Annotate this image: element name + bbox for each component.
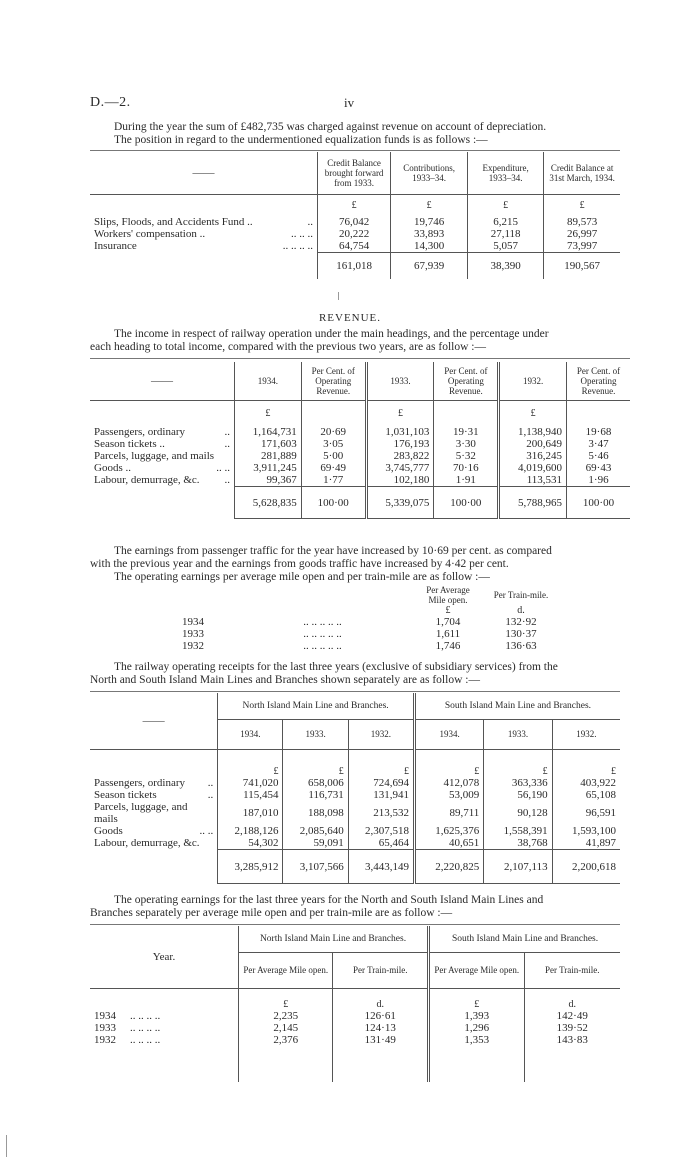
unit-label: £ (552, 749, 620, 777)
funds-header: Credit Balance brought forward from 1933. (317, 152, 390, 194)
funds-top-rule (90, 150, 620, 151)
row-label: Insurance (94, 240, 137, 253)
south-island-title: South Island Main Line and Branches. (429, 926, 620, 952)
table-row (90, 837, 620, 850)
row-label: Parcels, luggage, and mails (94, 450, 215, 462)
cell-value: 70·16 (434, 462, 499, 474)
cell-value: 1·91 (434, 474, 499, 487)
total-value: 3,107,566 (283, 850, 348, 884)
revenue-header-row (90, 362, 630, 400)
cell-value: 1·77 (301, 474, 366, 487)
leader-dots: .. .. .. .. (282, 240, 313, 253)
total-value: 100·00 (567, 487, 630, 519)
cell-value: 1,164,731 (235, 426, 302, 438)
year-header: 1932. (552, 719, 620, 749)
row-label: Slips, Floods, and Accidents Fund .. (94, 216, 253, 228)
cell-value: 724,694 (348, 777, 414, 789)
leader-dots: .. .. .. .. (130, 1010, 161, 1022)
revenue-header: 1932. (499, 362, 567, 400)
cell-value: 187,010 (218, 801, 283, 825)
cell-value: 4,019,600 (499, 462, 567, 474)
leader-dots: .. (224, 474, 231, 487)
unit-label: £ (218, 749, 283, 777)
sub-header: Per Average Mile open. (429, 952, 524, 988)
section-title-revenue: REVENUE. (318, 312, 382, 324)
cell-value: 132·92 (505, 616, 537, 628)
cell-value: 741,020 (218, 777, 283, 789)
receipts-line-2: North and South Island Main Lines and Branches shown separately are as follow :— (90, 674, 480, 686)
table-row (90, 438, 630, 450)
row-year: 1934 (94, 1010, 116, 1022)
funds-header: Contributions, 1933–34. (391, 152, 468, 194)
total-value: 67,939 (391, 253, 468, 279)
table-row (90, 228, 620, 240)
earnings-line-1: The earnings from passenger traffic for the year have increased by 10·69 per cent. as compared (114, 545, 552, 557)
year-header: 1934. (414, 719, 483, 749)
cell-value: 73,997 (544, 240, 620, 253)
leader-dots: .. (224, 426, 231, 438)
cell-value: 19·31 (434, 426, 499, 438)
north-island-title: North Island Main Line and Branches. (239, 926, 429, 952)
revenue-intro-line-1: The income in respect of railway operation under the main headings, and the percentage under (114, 328, 549, 340)
revenue-table (90, 362, 630, 519)
cell-value: 213,532 (348, 801, 414, 825)
south-island-title: South Island Main Line and Branches. (414, 693, 620, 719)
row-label: Passengers, ordinary (94, 426, 186, 438)
table-row (178, 616, 560, 628)
total-value: 5,628,835 (235, 487, 302, 519)
cell-value: 14,300 (391, 240, 468, 253)
revenue-top-rule (90, 358, 630, 359)
row-label: Labour, demurrage, &c. (94, 474, 200, 487)
cell-value: 1,353 (429, 1034, 524, 1046)
table-row (90, 216, 620, 228)
row-label: Labour, demurrage, &c. (94, 837, 200, 850)
unit-label: £ (391, 194, 468, 216)
table-row (90, 777, 620, 789)
cell-value: 2,188,126 (218, 825, 283, 837)
sub-header: Per Train-mile. (524, 952, 620, 988)
unit-label: £ (484, 749, 552, 777)
revenue-header: Per Cent. of Operating Revenue. (301, 362, 366, 400)
cell-value: 1,138,940 (499, 426, 567, 438)
revenue-intro-line-2: each heading to total income, compared with the previous two years, are as follow :— (90, 341, 486, 353)
per-mile-header: Per Train-mile. (493, 590, 549, 600)
cell-value: 5,057 (468, 240, 544, 253)
cell-value: 2,145 (239, 1022, 333, 1034)
cell-value: 124·13 (333, 1022, 429, 1034)
cell-value: 131·49 (333, 1034, 429, 1046)
year-column-header: Year. (152, 950, 176, 963)
table-row (178, 640, 560, 652)
cell-value: 1,704 (435, 616, 461, 628)
totals-row (90, 253, 620, 279)
total-value: 3,285,912 (218, 850, 283, 884)
revenue-corner: —— (151, 374, 174, 387)
row-label: Season tickets (94, 789, 157, 801)
revenue-header: 1933. (366, 362, 434, 400)
cell-value: 1,593,100 (552, 825, 620, 837)
operating-line-1: The operating earnings for the last three years for the North and South Island Main Lines and (114, 894, 544, 906)
funds-corner: —— (192, 166, 215, 179)
cell-value: 283,822 (366, 450, 434, 462)
total-value: 2,107,113 (484, 850, 552, 884)
cell-value: 2,085,640 (283, 825, 348, 837)
island-mile-table (90, 926, 620, 1082)
funds-header: Expenditure, 1933–34. (468, 152, 544, 194)
cell-value: 139·52 (524, 1022, 620, 1034)
cell-value: 3,911,245 (235, 462, 302, 474)
per-mile-table (178, 585, 560, 652)
row-label: Season tickets .. (94, 438, 165, 450)
leader-dots: .. .. .. (290, 228, 313, 240)
unit-label: £ (239, 988, 333, 1010)
revenue-unit-row (90, 400, 630, 426)
table-row (90, 1010, 620, 1022)
year-header: 1933. (484, 719, 552, 749)
row-year: 1932 (182, 640, 204, 652)
cell-value: 1,558,391 (484, 825, 552, 837)
total-value: 5,788,965 (499, 487, 567, 519)
cell-value: 1·96 (567, 474, 630, 487)
earnings-line-3: The operating earnings per average mile open and per train-mile are as follow :— (114, 571, 490, 583)
row-label: Goods .. (94, 462, 131, 474)
table-row (90, 240, 620, 253)
total-value: 38,390 (468, 253, 544, 279)
cell-value: 20·69 (301, 426, 366, 438)
cell-value: 54,302 (218, 837, 283, 850)
unit-label: £ (429, 988, 524, 1010)
leader-dots: .. .. .. .. (130, 1034, 161, 1046)
row-label: Passengers, ordinary (94, 777, 186, 789)
cell-value: 56,190 (484, 789, 552, 801)
funds-unit-row (90, 194, 620, 216)
page-edge-mark (6, 1135, 7, 1157)
cell-value: 33,893 (391, 228, 468, 240)
total-value: 190,567 (544, 253, 620, 279)
islands-group-header-row (90, 693, 620, 719)
cell-value: 130·37 (505, 628, 537, 640)
leader-dots: .. (224, 438, 231, 450)
cell-value: 3·47 (567, 438, 630, 450)
year-header: 1934. (218, 719, 283, 749)
cell-value: 403,922 (552, 777, 620, 789)
receipts-line-1: The railway operating receipts for the last three years (exclusive of subsidiary services) from the (114, 661, 558, 673)
cell-value: 1,393 (429, 1010, 524, 1022)
cell-value: 5·32 (434, 450, 499, 462)
cell-value: 53,009 (414, 789, 483, 801)
island-mile-unit-row (90, 988, 620, 1010)
table-row (90, 462, 630, 474)
cell-value: 143·83 (524, 1034, 620, 1046)
leader-dots: .. (207, 777, 214, 789)
cell-value: 69·49 (301, 462, 366, 474)
cell-value: 2,235 (239, 1010, 333, 1022)
cell-value: 38,768 (484, 837, 552, 850)
unit-label: £ (499, 400, 567, 426)
table-row (90, 1022, 620, 1034)
unit-label: £ (283, 749, 348, 777)
total-value: 3,443,149 (348, 850, 414, 884)
cell-value: 3·05 (301, 438, 366, 450)
north-island-title: North Island Main Line and Branches. (218, 693, 415, 719)
cell-value: 176,193 (366, 438, 434, 450)
cell-value: 76,042 (317, 216, 390, 228)
leader-dots: .. .. .. .. .. (303, 628, 342, 640)
column-rule (338, 292, 339, 300)
leader-dots: .. .. (216, 462, 231, 474)
table-row (178, 628, 560, 640)
unit-label: d. (333, 988, 429, 1010)
unit-label: £ (317, 194, 390, 216)
cell-value: 188,098 (283, 801, 348, 825)
cell-value: 1,625,376 (414, 825, 483, 837)
unit-label: £ (445, 605, 451, 616)
cell-value: 136·63 (505, 640, 537, 652)
total-value: 2,200,618 (552, 850, 620, 884)
cell-value: 2,307,518 (348, 825, 414, 837)
unit-label: £ (468, 194, 544, 216)
per-mile-unit-row (178, 605, 560, 616)
cell-value: 26,997 (544, 228, 620, 240)
unit-label: d. (524, 988, 620, 1010)
year-header: 1933. (283, 719, 348, 749)
island-mile-group-row (90, 926, 620, 952)
total-value: 100·00 (434, 487, 499, 519)
table-row (90, 1034, 620, 1046)
cell-value: 3·30 (434, 438, 499, 450)
cell-value: 142·49 (524, 1010, 620, 1022)
sub-header: Per Average Mile open. (239, 952, 333, 988)
cell-value: 20,222 (317, 228, 390, 240)
cell-value: 99,367 (235, 474, 302, 487)
document-code: D.—2. (90, 95, 131, 110)
islands-top-rule (90, 691, 620, 692)
leader-dots: .. .. .. .. .. (303, 616, 342, 628)
unit-label: £ (544, 194, 620, 216)
revenue-header: 1934. (235, 362, 302, 400)
per-mile-header: Per Average Mile open. (426, 585, 470, 605)
earnings-line-2: with the previous year and the earnings from goods traffic have increased by 4·42 per cent. (90, 558, 509, 570)
cell-value: 115,454 (218, 789, 283, 801)
row-label: Goods (94, 825, 123, 837)
table-spacer-row (90, 1046, 620, 1082)
cell-value: 5·46 (567, 450, 630, 462)
cell-value: 65,108 (552, 789, 620, 801)
cell-value: 363,336 (484, 777, 552, 789)
cell-value: 89,573 (544, 216, 620, 228)
cell-value: 316,245 (499, 450, 567, 462)
cell-value: 1,031,103 (366, 426, 434, 438)
cell-value: 1,296 (429, 1022, 524, 1034)
cell-value: 126·61 (333, 1010, 429, 1022)
year-header: 1932. (348, 719, 414, 749)
island-mile-top-rule (90, 924, 620, 925)
islands-corner: —— (142, 714, 165, 727)
cell-value: 90,128 (484, 801, 552, 825)
table-row (90, 474, 630, 487)
unit-label: £ (348, 749, 414, 777)
islands-table (90, 693, 620, 884)
funds-header: Credit Balance at 31st March, 1934. (544, 152, 620, 194)
cell-value: 69·43 (567, 462, 630, 474)
cell-value: 171,603 (235, 438, 302, 450)
cell-value: 1,611 (435, 628, 461, 640)
cell-value: 19,746 (391, 216, 468, 228)
revenue-header: Per Cent. of Operating Revenue. (434, 362, 499, 400)
operating-line-2: Branches separately per average mile open and per train-mile are as follow :— (90, 907, 453, 919)
funds-header-row (90, 152, 620, 194)
cell-value: 412,078 (414, 777, 483, 789)
row-label: Parcels, luggage, and mails (94, 801, 188, 825)
cell-value: 200,649 (499, 438, 567, 450)
cell-value: 2,376 (239, 1034, 333, 1046)
total-value: 100·00 (301, 487, 366, 519)
cell-value: 19·68 (567, 426, 630, 438)
intro-line-2: The position in regard to the undermentioned equalization funds is as follows :— (114, 134, 488, 146)
unit-label: £ (235, 400, 302, 426)
cell-value: 6,215 (468, 216, 544, 228)
cell-value: 41,897 (552, 837, 620, 850)
table-row (90, 450, 630, 462)
cell-value: 281,889 (235, 450, 302, 462)
leader-dots: .. (307, 216, 313, 228)
row-year: 1933 (94, 1022, 116, 1034)
table-row (90, 789, 620, 801)
intro-line-1: During the year the sum of £482,735 was charged against revenue on account of depreciation. (114, 121, 547, 133)
cell-value: 131,941 (348, 789, 414, 801)
cell-value: 59,091 (283, 837, 348, 850)
unit-label: £ (366, 400, 434, 426)
row-year: 1934 (182, 616, 204, 628)
leader-dots: .. .. (199, 825, 214, 837)
row-year: 1933 (182, 628, 204, 640)
cell-value: 40,651 (414, 837, 483, 850)
leader-dots: .. .. .. .. .. (303, 640, 342, 652)
total-value: 161,018 (317, 253, 390, 279)
table-row (90, 801, 620, 825)
per-mile-header-row (178, 585, 560, 605)
page-number: iv (344, 95, 355, 110)
cell-value: 658,006 (283, 777, 348, 789)
cell-value: 89,711 (414, 801, 483, 825)
sub-header: Per Train-mile. (333, 952, 429, 988)
row-year: 1932 (94, 1034, 116, 1046)
cell-value: 113,531 (499, 474, 567, 487)
unit-label: d. (517, 605, 525, 616)
total-value: 2,220,825 (414, 850, 483, 884)
unit-label: £ (414, 749, 483, 777)
leader-dots: .. (207, 789, 214, 801)
cell-value: 65,464 (348, 837, 414, 850)
totals-row (90, 487, 630, 519)
total-value: 5,339,075 (366, 487, 434, 519)
cell-value: 1,746 (435, 640, 461, 652)
cell-value: 102,180 (366, 474, 434, 487)
cell-value: 5·00 (301, 450, 366, 462)
cell-value: 116,731 (283, 789, 348, 801)
row-label: Workers' compensation .. (94, 228, 206, 240)
cell-value: 64,754 (317, 240, 390, 253)
cell-value: 3,745,777 (366, 462, 434, 474)
table-row (90, 825, 620, 837)
cell-value: 27,118 (468, 228, 544, 240)
table-row (90, 426, 630, 438)
islands-unit-row (90, 749, 620, 777)
cell-value: 96,591 (552, 801, 620, 825)
funds-table (90, 152, 620, 279)
totals-row (90, 850, 620, 884)
leader-dots: .. .. .. .. (130, 1022, 161, 1034)
revenue-header: Per Cent. of Operating Revenue. (567, 362, 630, 400)
